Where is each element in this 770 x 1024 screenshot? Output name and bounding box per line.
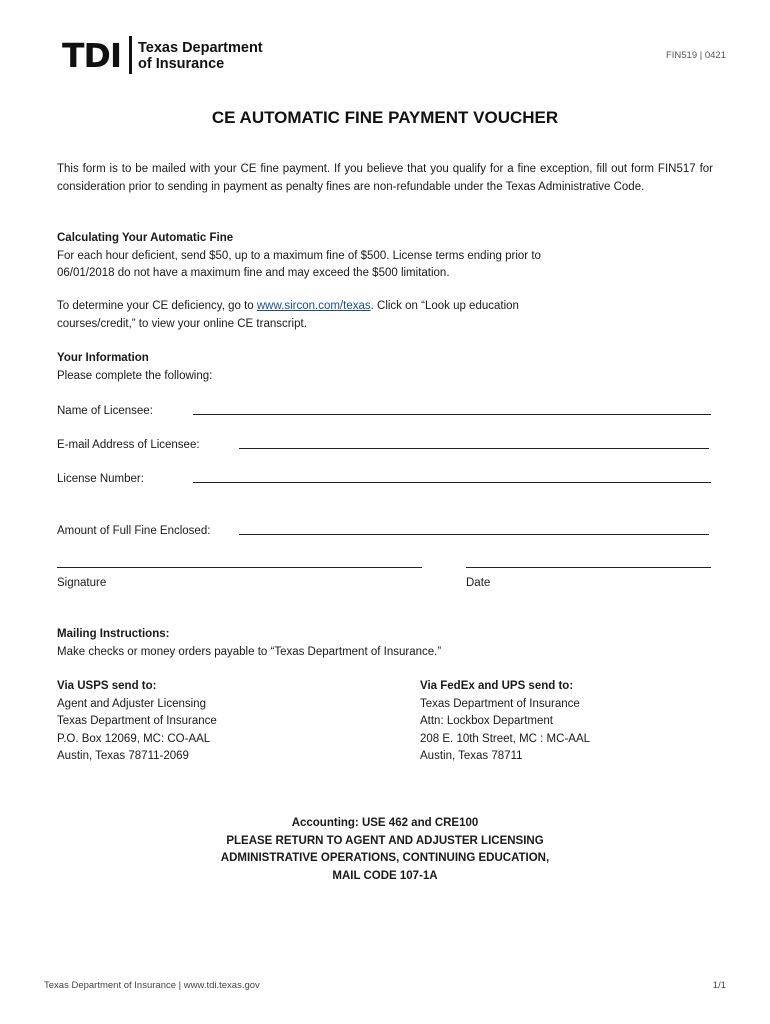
deficiency-section: [57, 298, 713, 333]
usps-address: [57, 678, 217, 766]
intro-paragraph: This form is to be mailed with your CE fine payment. If you believe that you qualify for a fine exception, fill out form FIN517 for consideration prior to sending in payment as penalty fines are non-refundable under the Texas Administrative Code.: [57, 163, 713, 193]
email-label: E-mail Address of Licensee:: [57, 439, 200, 451]
accounting-line: ADMINISTRATIVE OPERATIONS, CONTINUING EDUCATION,: [220, 852, 550, 864]
name-label: Name of Licensee:: [57, 405, 153, 417]
date-label: Date: [466, 577, 491, 589]
deficiency-prefix: To determine your CE deficiency, go to: [57, 300, 257, 312]
amount-label: Amount of Full Fine Enclosed:: [57, 525, 211, 537]
amount-field[interactable]: [239, 534, 709, 535]
fedex-line: Texas Department of Insurance: [420, 697, 580, 710]
fedex-address: [420, 678, 590, 766]
fedex-line: Austin, Texas 78711: [420, 750, 523, 762]
deficiency-suffix: . Click on “Look up education: [370, 300, 519, 312]
fedex-line: Attn: Lockbox Department: [420, 715, 553, 727]
tdi-logo-text: [138, 40, 263, 72]
signature-field[interactable]: [57, 567, 422, 568]
usps-line: P.O. Box 12069, MC: CO-AAL: [57, 732, 211, 745]
your-info-subheading: Please complete the following:: [57, 369, 213, 382]
accounting-block: [0, 815, 770, 885]
logo-line-1: Texas Department: [138, 40, 263, 56]
license-number-label: License Number:: [57, 473, 144, 485]
footer-agency: Texas Department of Insurance | www.tdi.texas.gov: [44, 980, 260, 991]
accounting-line: PLEASE RETURN TO AGENT AND ADJUSTER LICENSING: [226, 834, 544, 847]
calc-line-2: 06/01/2018 do not have a maximum fine and may exceed the $500 limitation.: [57, 267, 450, 279]
accounting-line: Accounting: USE 462 and CRE100: [291, 817, 479, 829]
signature-label: Signature: [57, 577, 107, 589]
name-field[interactable]: [193, 414, 711, 415]
email-field[interactable]: [239, 448, 709, 449]
fedex-heading: Via FedEx and UPS send to:: [420, 680, 574, 692]
your-info-heading: Your Information: [57, 352, 149, 364]
deficiency-line-2: courses/credit,” to view your online CE transcript.: [57, 317, 307, 330]
page-number: 1/1: [712, 980, 726, 991]
usps-line: Texas Department of Insurance: [57, 715, 217, 727]
sircon-link[interactable]: www.sircon.com/texas: [256, 300, 371, 312]
accounting-line: MAIL CODE 107-1A: [332, 869, 438, 882]
logo-line-2: of Insurance: [138, 56, 225, 72]
form-code: FIN519 | 0421: [665, 50, 726, 61]
usps-heading: Via USPS send to:: [57, 680, 157, 692]
calc-heading: Calculating Your Automatic Fine: [57, 232, 234, 244]
calc-section: [57, 230, 713, 283]
date-field[interactable]: [466, 567, 711, 568]
mailing-heading: Mailing Instructions:: [57, 628, 170, 640]
license-number-field[interactable]: [193, 482, 711, 483]
usps-line: Austin, Texas 78711-2069: [57, 750, 189, 762]
deficiency-line-1: [57, 298, 713, 316]
tdi-logo-abbr: TDI: [62, 36, 122, 75]
fedex-line: 208 E. 10th Street, MC : MC-AAL: [420, 732, 591, 745]
page-title: CE AUTOMATIC FINE PAYMENT VOUCHER: [211, 108, 559, 127]
mailing-section: [57, 626, 713, 661]
logo-divider: [129, 36, 132, 74]
mailing-text: Make checks or money orders payable to “Texas Department of Insurance.”: [57, 645, 442, 658]
your-info-section: [57, 350, 713, 385]
usps-line: Agent and Adjuster Licensing: [57, 697, 206, 710]
calc-line-1: For each hour deficient, send $50, up to a maximum fine of $500. License terms ending prior to: [57, 249, 541, 262]
